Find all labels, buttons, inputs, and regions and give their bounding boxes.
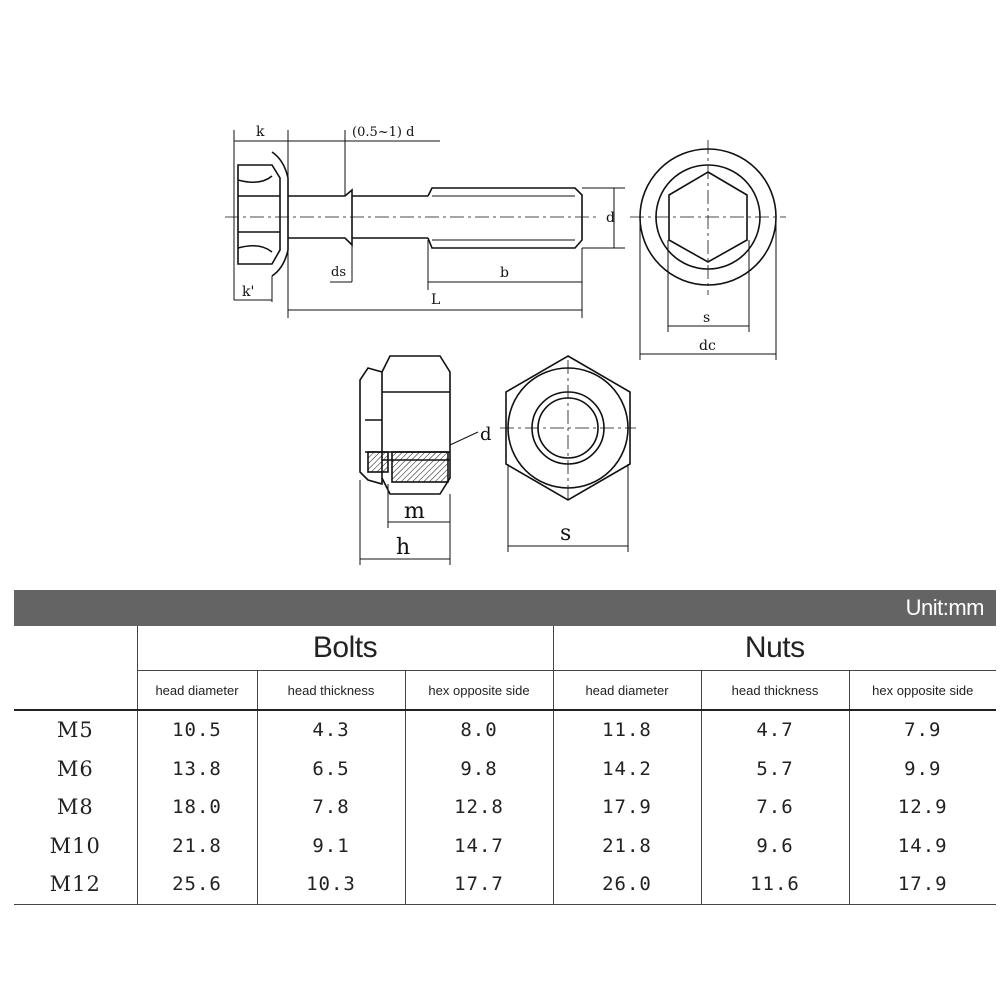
table-cell: 6.5 bbox=[257, 750, 405, 789]
label-m: m bbox=[404, 499, 425, 524]
table-cell: 11.6 bbox=[701, 865, 849, 904]
unit-label: Unit:mm bbox=[905, 595, 984, 620]
table-cell: 9.6 bbox=[701, 827, 849, 866]
bolt-head-end-view bbox=[630, 140, 786, 295]
table-cell: 7.6 bbox=[701, 788, 849, 827]
table-cell: 17.9 bbox=[553, 788, 701, 827]
group-header-bolts: Bolts bbox=[137, 626, 553, 671]
label-b: b bbox=[500, 265, 509, 281]
table-cell: 13.8 bbox=[137, 750, 257, 789]
label-d-nut: d bbox=[480, 424, 492, 445]
table-cell: 14.9 bbox=[849, 827, 996, 866]
label-L: L bbox=[431, 292, 441, 308]
col-nut-head-diameter: head diameter bbox=[553, 671, 701, 711]
table-cell: 21.8 bbox=[137, 827, 257, 866]
row-size: M5 bbox=[56, 718, 94, 743]
size-header bbox=[14, 671, 137, 711]
nut-end-view bbox=[500, 356, 636, 500]
col-bolt-head-thickness: head thickness bbox=[257, 671, 405, 711]
table-cell: 10.3 bbox=[257, 865, 405, 904]
table-row bbox=[14, 865, 996, 904]
table-cell: 9.9 bbox=[849, 750, 996, 789]
bolt-dimensions bbox=[234, 130, 625, 318]
table-cell: 11.8 bbox=[553, 710, 701, 750]
table-cell: 4.7 bbox=[701, 710, 849, 750]
table-cell: 25.6 bbox=[137, 865, 257, 904]
label-d: d bbox=[606, 210, 615, 226]
col-bolt-head-diameter: head diameter bbox=[137, 671, 257, 711]
table-cell: 7.9 bbox=[849, 710, 996, 750]
table-cell: 5.7 bbox=[701, 750, 849, 789]
table-cell: 8.0 bbox=[405, 710, 553, 750]
table-cell: 4.3 bbox=[257, 710, 405, 750]
table-cell: 10.5 bbox=[137, 710, 257, 750]
table-cell: 26.0 bbox=[553, 865, 701, 904]
table-cell: 14.2 bbox=[553, 750, 701, 789]
table-row bbox=[14, 710, 996, 750]
col-bolt-hex-side: hex opposite side bbox=[405, 671, 553, 711]
table-cell: 12.8 bbox=[405, 788, 553, 827]
table-cell: 7.8 bbox=[257, 788, 405, 827]
table-cell: 17.9 bbox=[849, 865, 996, 904]
label-ds: ds bbox=[331, 265, 346, 280]
table-row bbox=[14, 750, 996, 789]
table-cell: 9.1 bbox=[257, 827, 405, 866]
row-size: M6 bbox=[56, 756, 94, 781]
table-cell: 12.9 bbox=[849, 788, 996, 827]
row-size: M10 bbox=[49, 833, 101, 858]
label-k: k bbox=[256, 124, 265, 140]
label-h: h bbox=[396, 535, 411, 560]
table-cell: 18.0 bbox=[137, 788, 257, 827]
size-header-blank bbox=[14, 626, 137, 671]
unit-banner bbox=[14, 590, 996, 626]
label-s-head: s bbox=[703, 310, 711, 326]
row-size: M8 bbox=[56, 795, 94, 820]
label-s-nut: s bbox=[560, 521, 572, 546]
label-k-prime: k' bbox=[242, 284, 255, 300]
row-size: M12 bbox=[14, 865, 137, 904]
table-row bbox=[14, 788, 996, 827]
group-header-nuts: Nuts bbox=[553, 626, 996, 671]
table-cell: 14.7 bbox=[405, 827, 553, 866]
col-nut-head-thickness: head thickness bbox=[701, 671, 849, 711]
bolt-side-view bbox=[225, 152, 600, 276]
label-dc: dc bbox=[699, 338, 716, 354]
label-shoulder-length: (0.5~1) d bbox=[352, 125, 415, 140]
table-row bbox=[14, 827, 996, 866]
spec-table bbox=[14, 626, 996, 905]
col-nut-hex-side: hex opposite side bbox=[849, 671, 996, 711]
table-cell: 21.8 bbox=[553, 827, 701, 866]
table-cell: 9.8 bbox=[405, 750, 553, 789]
nut-side-view bbox=[360, 356, 450, 494]
table-cell: 17.7 bbox=[405, 865, 553, 904]
